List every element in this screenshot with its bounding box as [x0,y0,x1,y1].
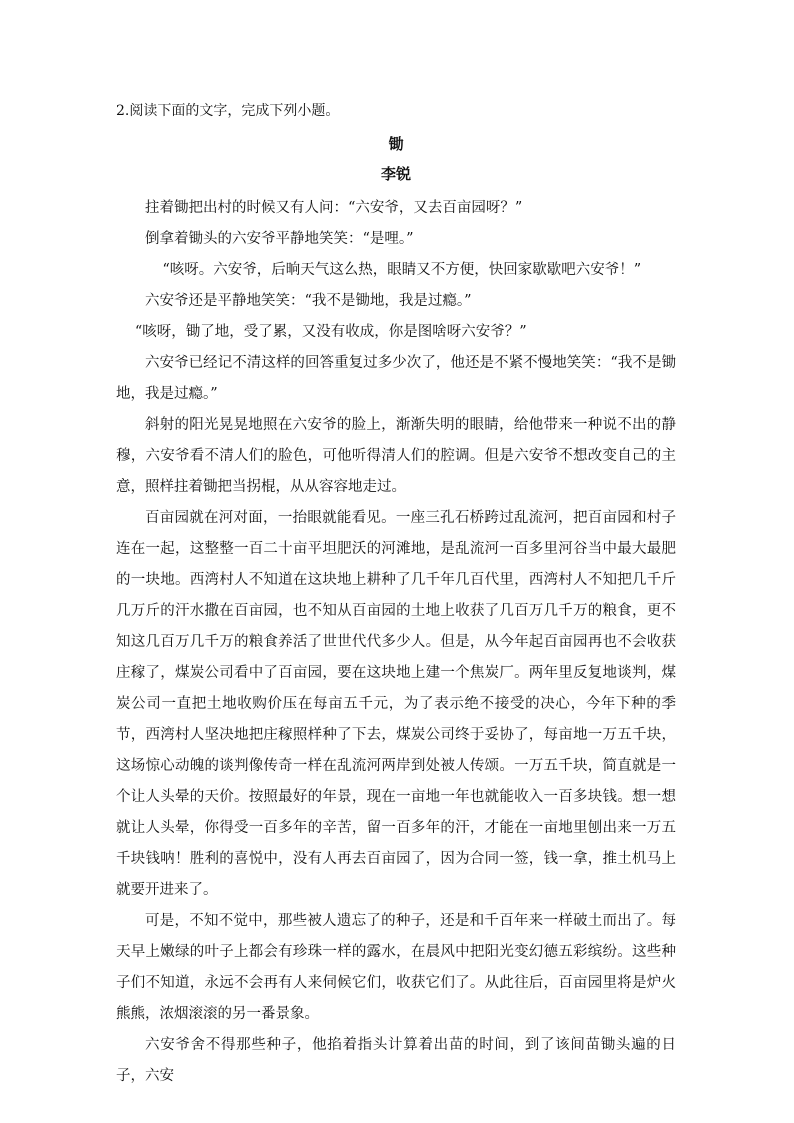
paragraph-7: 斜射的阳光晃晃地照在六安爷的脸上，渐渐失明的眼睛，给他带来一种说不出的静穆，六安爷看不清人们的脸色，可他听得清人们的腔调。但是六安爷不想改变自己的主意，照样拄着锄把当拐棍，从从容容地走过。 [116,417,676,495]
paragraph-2: 倒拿着锄头的六安爷平静地笑笑：“是哩。” [145,231,414,247]
article-title: 锄 [388,135,404,153]
article-author: 李锐 [380,165,411,183]
paragraph-6: 六安爷已经记不清这样的回答重复过多少次了，他还是不紧不慢地笑笑：“我不是锄地，我是过瘾。” [116,355,676,402]
question-prompt: 2.阅读下面的文字，完成下列小题。 [116,103,340,119]
paragraph-4: 六安爷还是平静地笑笑：“我不是锄地，我是过瘾。” [145,293,472,309]
paragraph-8: 百亩园就在河对面，一抬眼就能看见。一座三孔石桥跨过乱流河，把百亩园和村子连在一起，这整整一百二十亩平坦肥沃的河滩地，是乱流河一百多里河谷当中最大最肥的一块地。西湾村人不知道在这块地上耕种了几千年几百代里，西湾村人不知把几千斤几万斤的汗水撒在百亩园，也不知从百亩园的土地上收获了几百万几千万的粮食，更不知这几百万几千万的粮食养活了世世代代多少人。但是，从今年起百亩园再也不会收获庄稼了，煤炭公司看中了百亩园，要在这块地上建一个焦炭厂。两年里反复地谈判，煤炭公司一直把土地收购价压在每亩五千元，为了表示绝不接受的决心，今年下种的季节，西湾村人坚决地把庄稼照样种了下去，煤炭公司终于妥协了，每亩地一万五千块，这场惊心动魄的谈判像传奇一样在乱流河两岸到处被人传颂。一万五千块，简直就是一个让人头晕的天价。按照最好的年景，现在一亩地一年也就能收入一百多块钱。想一想就让人头晕，你得受一百多年的辛苦，留一百多年的汗，才能在一亩地里刨出来一万五千块钱呐！胜利的喜悦中，没有人再去百亩园了，因为合同一签，钱一拿，推土机马上就要开进来了。 [116,510,676,898]
paragraph-10: 六安爷舍不得那些种子，他掐着指头计算着出苗的时间，到了该间苗锄头遍的日子，六安 [116,1037,676,1084]
paragraph-1: 拄着锄把出村的时候又有人问：“六安爷，又去百亩园呀？” [145,200,523,216]
paragraph-9: 可是，不知不觉中，那些被人遗忘了的种子，还是和千百年来一样破土而出了。每天早上嫩绿的叶子上都会有珍珠一样的露水，在晨风中把阳光变幻德五彩缤纷。这些种子们不知道，永远不会再有人来伺候它们，收获它们了。从此往后，百亩园里将是炉火熊熊，浓烟滚滚的另一番景象。 [116,913,676,1022]
paragraph-3: “咳呀。六安爷，后晌天气这么热，眼睛又不方便，快回家歇歇吧六安爷！” [162,262,642,278]
paragraph-5: “咳呀，锄了地，受了累，又没有收成，你是图啥呀六安爷？” [134,324,527,340]
